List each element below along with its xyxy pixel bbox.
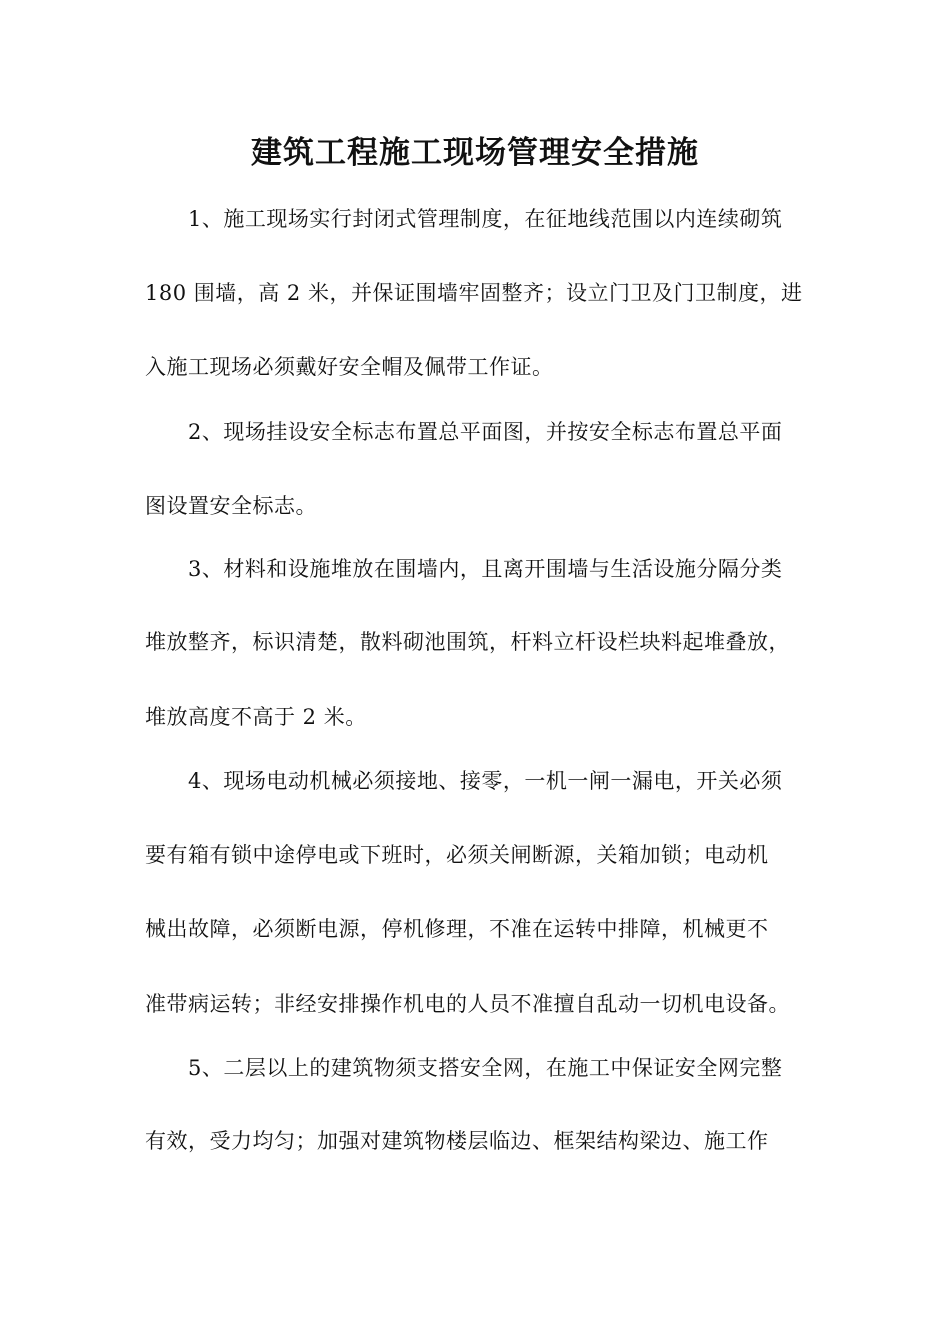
paragraph-2-line-2: 图设置安全标志。 bbox=[145, 494, 317, 518]
paragraph-4-line-1: 4、现场电动机械必须接地、接零，一机一闸一漏电，开关必须 bbox=[188, 769, 783, 793]
document-title: 建筑工程施工现场管理安全措施 bbox=[251, 135, 699, 171]
paragraph-1-line-3: 入施工现场必须戴好安全帽及佩带工作证。 bbox=[145, 355, 554, 379]
paragraph-5-line-2: 有效，受力均匀；加强对建筑物楼层临边、框架结构梁边、施工作 bbox=[145, 1129, 769, 1153]
paragraph-2-line-1: 2、现场挂设安全标志布置总平面图，并按安全标志布置总平面 bbox=[188, 420, 783, 444]
paragraph-1-line-1: 1、施工现场实行封闭式管理制度，在征地线范围以内连续砌筑 bbox=[188, 207, 783, 231]
paragraph-3-line-1: 3、材料和设施堆放在围墙内，且离开围墙与生活设施分隔分类 bbox=[188, 557, 783, 581]
paragraph-4-line-4: 准带病运转；非经安排操作机电的人员不准擅自乱动一切机电设备。 bbox=[145, 992, 790, 1016]
paragraph-4-line-3: 械出故障，必须断电源，停机修理，不准在运转中排障，机械更不 bbox=[145, 917, 769, 941]
paragraph-3-line-2: 堆放整齐，标识清楚，散料砌池围筑，杆料立杆设栏块料起堆叠放， bbox=[145, 630, 790, 654]
paragraph-1-line-2: 180 围墙，高 2 米，并保证围墙牢固整齐；设立门卫及门卫制度，进 bbox=[145, 281, 803, 305]
paragraph-5-line-1: 5、二层以上的建筑物须支搭安全网，在施工中保证安全网完整 bbox=[188, 1056, 783, 1080]
paragraph-4-line-2: 要有箱有锁中途停电或下班时，必须关闸断源，关箱加锁；电动机 bbox=[145, 843, 769, 867]
paragraph-3-line-3: 堆放高度不高于 2 米。 bbox=[145, 705, 367, 729]
